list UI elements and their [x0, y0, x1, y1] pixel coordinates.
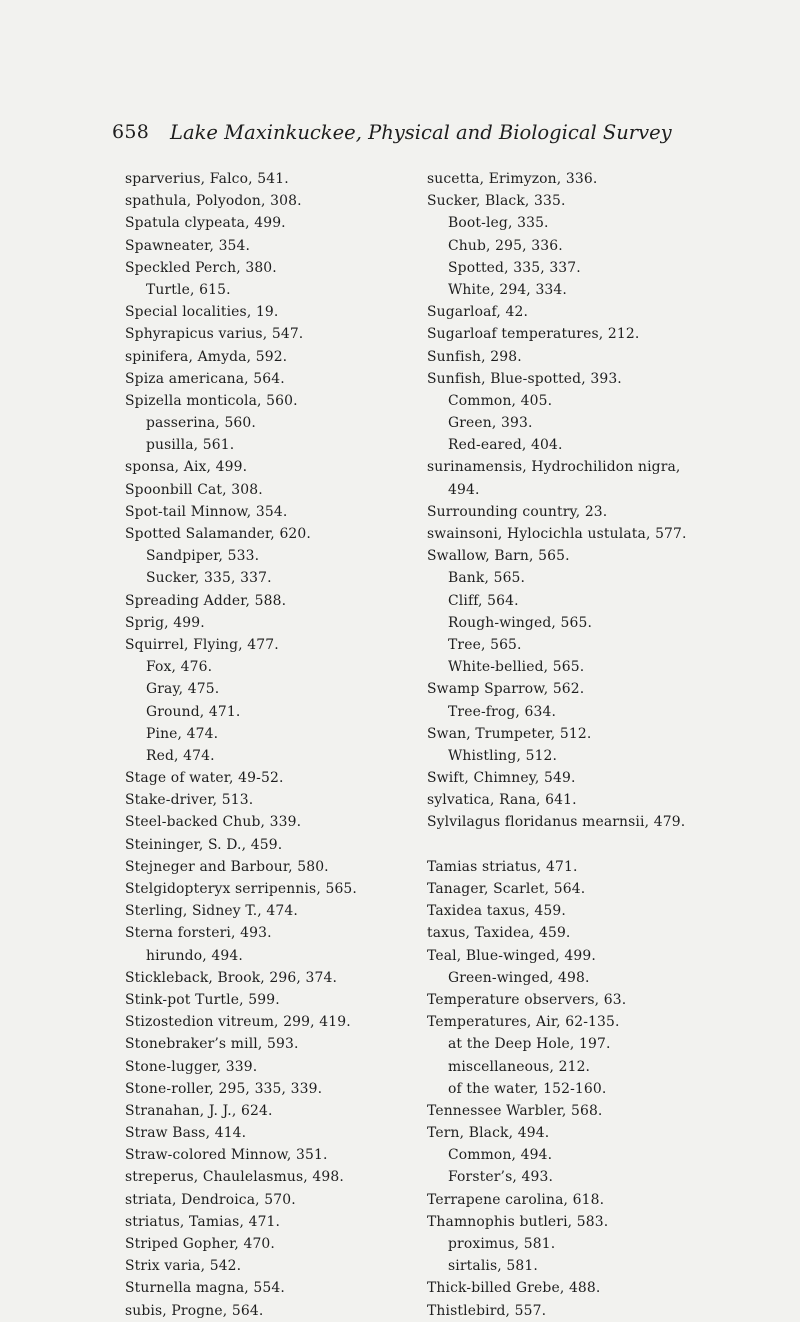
index-entry: Swamp Sparrow, 562. — [427, 681, 585, 698]
index-entry: Special localities, 19. — [125, 304, 279, 321]
index-entry: Taxidea taxus, 459. — [427, 903, 566, 920]
index-subentry: proximus, 581. — [448, 1236, 556, 1252]
index-subentry: Ground, 471. — [146, 703, 241, 720]
index-entry: spathula, Polyodon, 308. — [125, 193, 302, 210]
index-entry: Sunfish, 298. — [427, 348, 522, 365]
index-entry: Temperature observers, 63. — [427, 991, 627, 1008]
index-subentry: Green-winged, 498. — [448, 969, 590, 986]
index-entry: Sugarloaf temperatures, 212. — [427, 326, 640, 343]
index-entry: sylvatica, Rana, 641. — [427, 792, 577, 809]
index-entry: Stone-roller, 295, 335, 339. — [125, 1080, 323, 1097]
index-subentry: Forster’s, 493. — [448, 1169, 554, 1186]
index-subentry: pusilla, 561. — [146, 437, 235, 454]
index-entry: swainsoni, Hylocichla ustulata, 577. — [427, 526, 687, 542]
index-entry: Swallow, Barn, 565. — [427, 548, 570, 565]
index-entry: spinifera, Amyda, 592. — [125, 348, 288, 365]
index-subentry: Spotted, 335, 337. — [448, 259, 581, 276]
index-subentry: Red, 474. — [146, 747, 215, 764]
index-subentry: White-bellied, 565. — [448, 659, 585, 676]
index-entry: sponsa, Aix, 499. — [125, 459, 248, 476]
running-title: Lake Maxinkuckee, Physical and Biological Survey — [170, 121, 672, 144]
index-entry: Stejneger and Barbour, 580. — [125, 858, 329, 875]
index-subentry: Whistling, 512. — [448, 747, 558, 764]
index-entry: Sugarloaf, 42. — [427, 304, 529, 321]
index-entry: Spotted Salamander, 620. — [125, 526, 311, 542]
page-header — [112, 121, 712, 153]
index-column-right — [427, 168, 782, 1322]
index-entry: taxus, Taxidea, 459. — [427, 925, 571, 942]
index-entry: Sterling, Sidney T., 474. — [125, 903, 298, 920]
index-subentry: Red-eared, 404. — [448, 437, 563, 454]
index-entry: Straw-colored Minnow, 351. — [125, 1147, 328, 1164]
index-subentry: White, 294, 334. — [448, 281, 567, 298]
index-entry: subis, Progne, 564. — [125, 1302, 264, 1319]
index-entry: Stonebraker’s mill, 593. — [125, 1036, 299, 1053]
index-entry: Spizella monticola, 560. — [125, 392, 298, 409]
index-column-left — [125, 168, 465, 1322]
index-entry: striatus, Tamias, 471. — [125, 1213, 281, 1230]
index-subentry: Pine, 474. — [146, 725, 219, 742]
index-entry: Squirrel, Flying, 477. — [125, 636, 279, 653]
index-entry: Sucker, Black, 335. — [427, 193, 566, 210]
index-entry: Spawneater, 354. — [125, 237, 251, 254]
index-entry: Spiza americana, 564. — [125, 370, 285, 387]
section-gap — [427, 834, 782, 856]
index-subentry: at the Deep Hole, 197. — [448, 1036, 611, 1053]
index-entry: Sturnella magna, 554. — [125, 1280, 285, 1297]
index-entry: sparverius, Falco, 541. — [125, 171, 289, 187]
index-entry: Tern, Black, 494. — [427, 1125, 550, 1142]
index-subentry: miscellaneous, 212. — [448, 1058, 591, 1075]
index-entry: Tanager, Scarlet, 564. — [427, 881, 586, 897]
index-entry: Strix varia, 542. — [125, 1258, 242, 1275]
index-entry: Swift, Chimney, 549. — [427, 770, 576, 787]
index-entry: Steel-backed Chub, 339. — [125, 814, 302, 831]
index-entry: Stink-pot Turtle, 599. — [125, 991, 280, 1008]
index-subentry: Cliff, 564. — [448, 592, 519, 609]
index-entry: Stranahan, J. J., 624. — [125, 1102, 273, 1119]
index-entry: Striped Gopher, 470. — [125, 1236, 275, 1252]
index-subentry: Chub, 295, 336. — [448, 237, 563, 254]
index-subentry: Sucker, 335, 337. — [146, 570, 272, 587]
index-entry: Surrounding country, 23. — [427, 503, 608, 520]
index-entry: Stelgidopteryx serripennis, 565. — [125, 881, 357, 897]
index-entry: Spreading Adder, 588. — [125, 592, 287, 609]
index-entry: Sprig, 499. — [125, 614, 205, 631]
index-entry: Stake-driver, 513. — [125, 792, 254, 809]
index-subentry: passerina, 560. — [146, 415, 256, 432]
index-entry: sucetta, Erimyzon, 336. — [427, 171, 598, 187]
index-subentry: sirtalis, 581. — [448, 1258, 538, 1275]
index-entry: Stizostedion vitreum, 299, 419. — [125, 1014, 351, 1031]
index-subentry: Fox, 476. — [146, 659, 213, 676]
index-entry: Sylvilagus floridanus mearnsii, 479. — [427, 814, 686, 831]
index-entry: surinamensis, Hydrochilidon nigra, — [427, 459, 681, 476]
index-entry: Thistlebird, 557. — [427, 1302, 547, 1319]
index-entry: striata, Dendroica, 570. — [125, 1191, 296, 1208]
index-entry: Speckled Perch, 380. — [125, 259, 277, 276]
index-subentry: Gray, 475. — [146, 681, 220, 698]
index-subentry: of the water, 152-160. — [448, 1080, 607, 1097]
index-subentry: Tree, 565. — [448, 636, 522, 653]
index-subentry: Common, 405. — [448, 392, 553, 409]
index-entry: Terrapene carolina, 618. — [427, 1191, 605, 1208]
index-entry: Swan, Trumpeter, 512. — [427, 725, 592, 742]
index-entry: streperus, Chaulelasmus, 498. — [125, 1169, 344, 1186]
index-entry: Tamias striatus, 471. — [427, 858, 578, 875]
index-entry: Spoonbill Cat, 308. — [125, 481, 263, 498]
index-entry: Stone-lugger, 339. — [125, 1058, 258, 1075]
index-entry: Sterna forsteri, 493. — [125, 925, 272, 942]
index-subentry: Green, 393. — [448, 415, 533, 432]
page-number: 658 — [112, 121, 150, 143]
index-subentry: Common, 494. — [448, 1147, 553, 1164]
index-entry: Temperatures, Air, 62-135. — [427, 1014, 620, 1031]
index-subentry: 494. — [448, 481, 480, 498]
index-subentry: hirundo, 494. — [146, 947, 243, 964]
index-subentry: Sandpiper, 533. — [146, 548, 260, 565]
index-entry: Steininger, S. D., 459. — [125, 836, 283, 853]
index-entry: Spot-tail Minnow, 354. — [125, 503, 288, 520]
index-entry: Sunfish, Blue-spotted, 393. — [427, 370, 622, 387]
index-entry: Thick-billed Grebe, 488. — [427, 1280, 601, 1297]
index-entry: Spatula clypeata, 499. — [125, 215, 286, 232]
index-subentry: Bank, 565. — [448, 570, 526, 587]
index-subentry: Tree-frog, 634. — [448, 703, 557, 720]
index-subentry: Turtle, 615. — [146, 281, 231, 298]
index-entry: Straw Bass, 414. — [125, 1125, 247, 1142]
index-entry: Stickleback, Brook, 296, 374. — [125, 969, 338, 986]
index-entry: Thamnophis butleri, 583. — [427, 1213, 609, 1230]
index-entry: Teal, Blue-winged, 499. — [427, 947, 596, 964]
index-entry: Sphyrapicus varius, 547. — [125, 326, 304, 343]
index-entry: Stage of water, 49-52. — [125, 770, 284, 787]
index-entry: Tennessee Warbler, 568. — [427, 1102, 603, 1119]
index-subentry: Boot-leg, 335. — [448, 215, 549, 232]
index-subentry: Rough-winged, 565. — [448, 614, 593, 631]
